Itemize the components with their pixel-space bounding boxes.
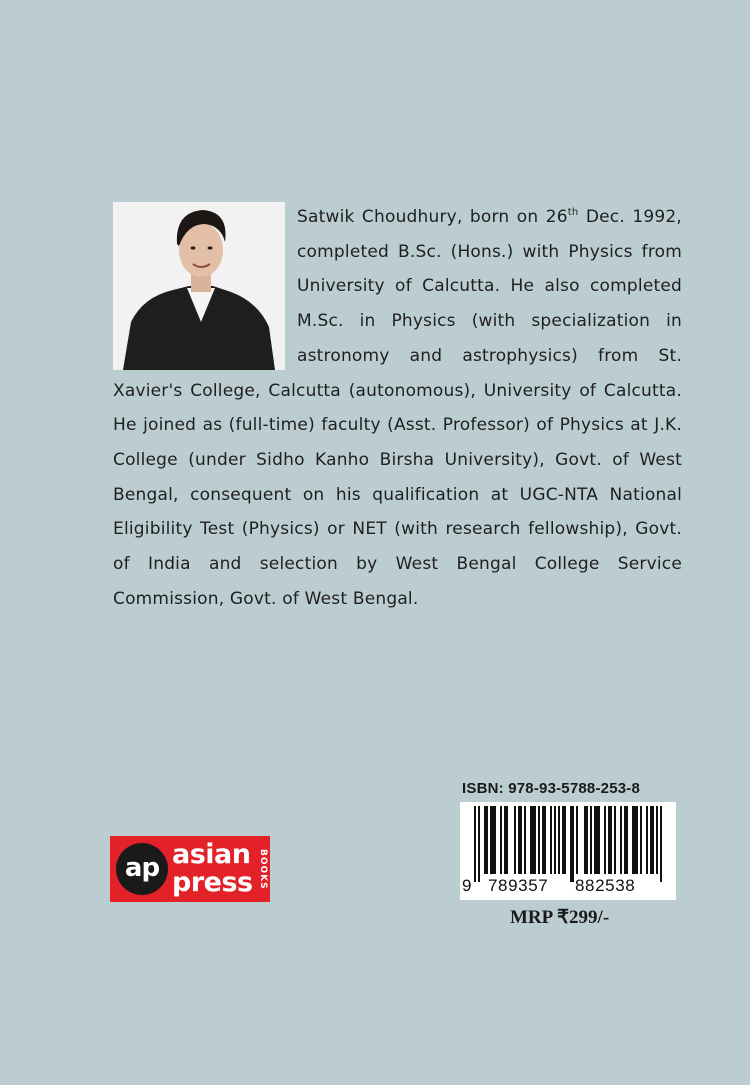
barcode-bar: [478, 806, 480, 882]
barcode-bar: [596, 806, 598, 874]
publisher-logo-initials: ap: [116, 843, 168, 895]
barcode-bar: [562, 806, 564, 874]
barcode-bar: [624, 806, 626, 874]
barcode-bar: [594, 806, 596, 874]
barcode-bar: [494, 806, 496, 874]
barcode-bar: [570, 806, 572, 882]
barcode-bar: [544, 806, 546, 874]
barcode-bar: [486, 806, 488, 874]
barcode-bar: [500, 806, 502, 874]
barcode-bar: [542, 806, 544, 874]
author-bio-text: Satwik Choudhury, born on 26: [297, 207, 568, 227]
barcode-bar: [590, 806, 592, 874]
barcode-bar: [530, 806, 532, 874]
barcode-bar: [518, 806, 520, 874]
publisher-logo: [110, 836, 270, 902]
author-bio-superscript: th: [567, 207, 579, 218]
barcode-bar: [652, 806, 654, 874]
barcode-bar: [620, 806, 622, 874]
barcode-bar: [504, 806, 506, 874]
barcode-bar: [650, 806, 652, 874]
barcode-digit-first: 9: [462, 876, 473, 895]
barcode-bar: [610, 806, 612, 874]
isbn-barcode: [460, 802, 676, 900]
barcode-bar: [484, 806, 486, 874]
publisher-logo-books: BOOKS: [258, 848, 268, 890]
barcode-bar: [598, 806, 600, 874]
barcode-bar: [604, 806, 606, 874]
author-portrait-image: [113, 202, 285, 370]
barcode-bar: [634, 806, 636, 874]
author-photo: [113, 202, 285, 370]
barcode-bar: [576, 806, 578, 874]
barcode-bar: [534, 806, 536, 874]
barcode-bar: [474, 806, 476, 882]
barcode-bar: [586, 806, 588, 874]
barcode-bar: [524, 806, 526, 874]
barcode-bar: [538, 806, 540, 874]
barcode-bar: [632, 806, 634, 874]
author-bio: [113, 200, 682, 616]
barcode-bar: [572, 806, 574, 882]
barcode-bar: [490, 806, 492, 874]
barcode-bar: [506, 806, 508, 874]
barcode-bar: [492, 806, 494, 874]
barcode-bar: [640, 806, 642, 874]
barcode-bar: [614, 806, 616, 874]
isbn-label: ISBN: 978-93-5788-253-8: [462, 780, 641, 797]
author-bio-text-rest: Dec. 1992, completed B.Sc. (Hons.) with Physics from University of Calcutta. He also completed M.Sc. in Physics (with specialization in astronomy and astrophysics) from St. Xavier's College, Calcutta (autonomous), University of Calcutta. He joined as (full-time) faculty (Asst. Professor) of Physics at J.K. College (under Sidho Kanho Birsha University), Govt. of West Bengal, consequent on his qualification at UGC-NTA National Eligibility Test (Physics) or NET (with research fellowship), Govt. of India and selection by West Bengal College Service Commission, Govt. of West Bengal.: [113, 207, 682, 609]
barcode-bar: [514, 806, 516, 874]
price-label: MRP ₹299/-: [510, 907, 610, 928]
barcode-bar: [554, 806, 556, 874]
barcode-bar: [550, 806, 552, 874]
barcode-bar: [584, 806, 586, 874]
barcode-bar: [656, 806, 658, 874]
barcode-bar: [636, 806, 638, 874]
barcode-bar: [558, 806, 560, 874]
barcode-bar: [646, 806, 648, 874]
barcode-bar: [532, 806, 534, 874]
barcode-bar: [520, 806, 522, 874]
barcode-digits-right: 882538: [575, 876, 636, 895]
barcode-bar: [626, 806, 628, 874]
barcode-bar: [660, 806, 662, 882]
publisher-logo-word-press: press: [172, 867, 253, 898]
publisher-logo-word-asian: asian: [172, 839, 251, 870]
barcode-bar: [564, 806, 566, 874]
barcode-digits-left: 789357: [488, 876, 549, 895]
barcode-bar: [608, 806, 610, 874]
